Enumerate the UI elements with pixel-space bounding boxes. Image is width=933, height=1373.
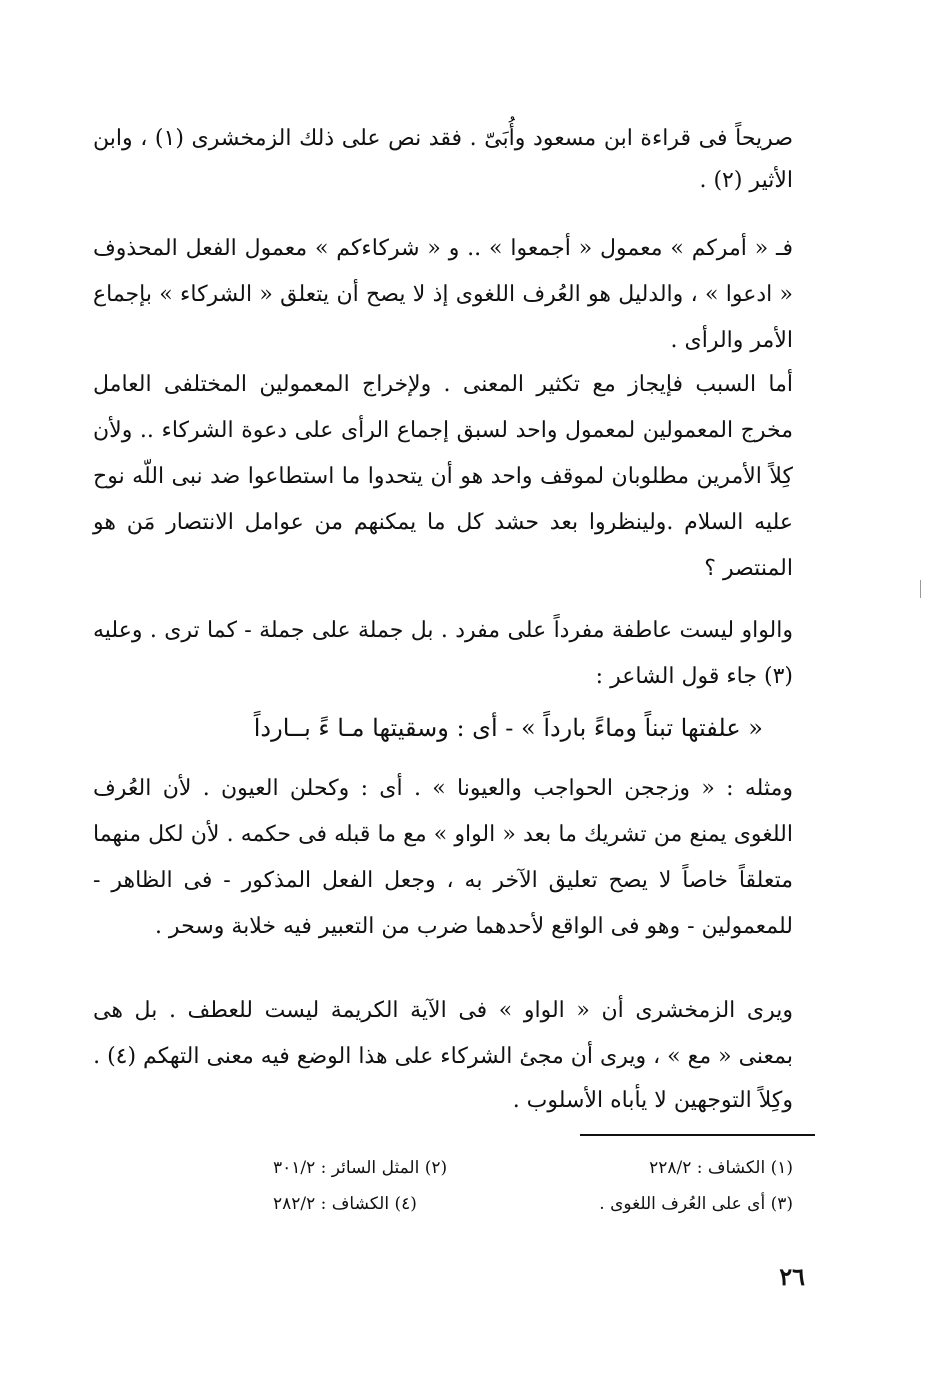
footnote-2: (٢) المثل السائر : ٣٠١/٢ [273,1158,448,1178]
paragraph-4: والواو ليست عاطفة مفرداً على مفرد . بل جملة على جملة - كما ترى . وعليه (٣) جاء قول الشاعر : [93,618,793,689]
footnote-4: (٤) الكشاف : ٢٨٢/٢ [273,1194,417,1214]
footnote-row-2 [273,1186,793,1222]
poetry-verse: « علفتها تبناً وماءً بارداً » - أى : وسقيتها مـا ءً بــارداً [253,714,763,742]
scan-edge-mark [920,580,921,598]
footnote-1: (١) الكشاف : ٢٢٨/٢ [649,1158,793,1178]
page-number: ٢٦ [779,1262,805,1291]
footnotes [273,1150,793,1222]
footnote-divider [580,1134,815,1136]
paragraph-3: أما السبب فإيجاز مع تكثير المعنى . ولإخراج المعمولين المختلفى العامل مخرج المعمولين لمعمول واحد لسبق إجماع الرأى على دعوة الشركاء .. ولأن كِلاً الأمرين مطلوبان لموقف واحد هو أن يتحدوا ما استطاعوا ضد نبى اللّه نوح عليه السلام .ولينظروا بعد حشد كل ما يمكنهم من عوامل الانتصار مَن هو المنتصر ؟ [93,372,793,581]
paragraph-2: فـ « أمركم » معمول « أجمعوا » .. و « شركاءكم » معمول الفعل المحذوف « ادعوا » ، والدليل هو العُرف اللغوى إذ لا يصح أن يتعلق « الشركاء » بإجماع الأمر والرأى . [93,236,793,353]
paragraph-5: ومثله : « وزججن الحواجب والعيونا » . أى : وكحلن العيون . لأن العُرف اللغوى يمنع من تشريك ما بعد « الواو » مع ما قبله فى حكمه . لأن لكل منهما متعلقاً خاصاً لا يصح تعليق الآخر به ، وجعل الفعل المذكور - فى الظاهر - للمعمولين - وهو فى الواقع لأحدهما ضرب من التعبير فيه خلابة وسحر . [93,776,793,939]
footnote-3: (٣) أى على العُرف اللغوى . [599,1194,793,1214]
paragraph-6: ويرى الزمخشرى أن « الواو » فى الآية الكريمة ليست للعطف . بل هى بمعنى « مع » ، ويرى أن مجئ الشركاء على هذا الوضع فيه معنى التهكم (٤) . [93,998,793,1069]
footnote-row-1 [273,1150,793,1186]
paragraph-1: صريحاً فى قراءة ابن مسعود وأُبَىّ . فقد نص على ذلك الزمخشرى (١) ، وابن الأثير (٢) . [93,126,793,193]
paragraph-7: وكِلاً التوجهين لا يأباه الأسلوب . [512,1088,793,1113]
